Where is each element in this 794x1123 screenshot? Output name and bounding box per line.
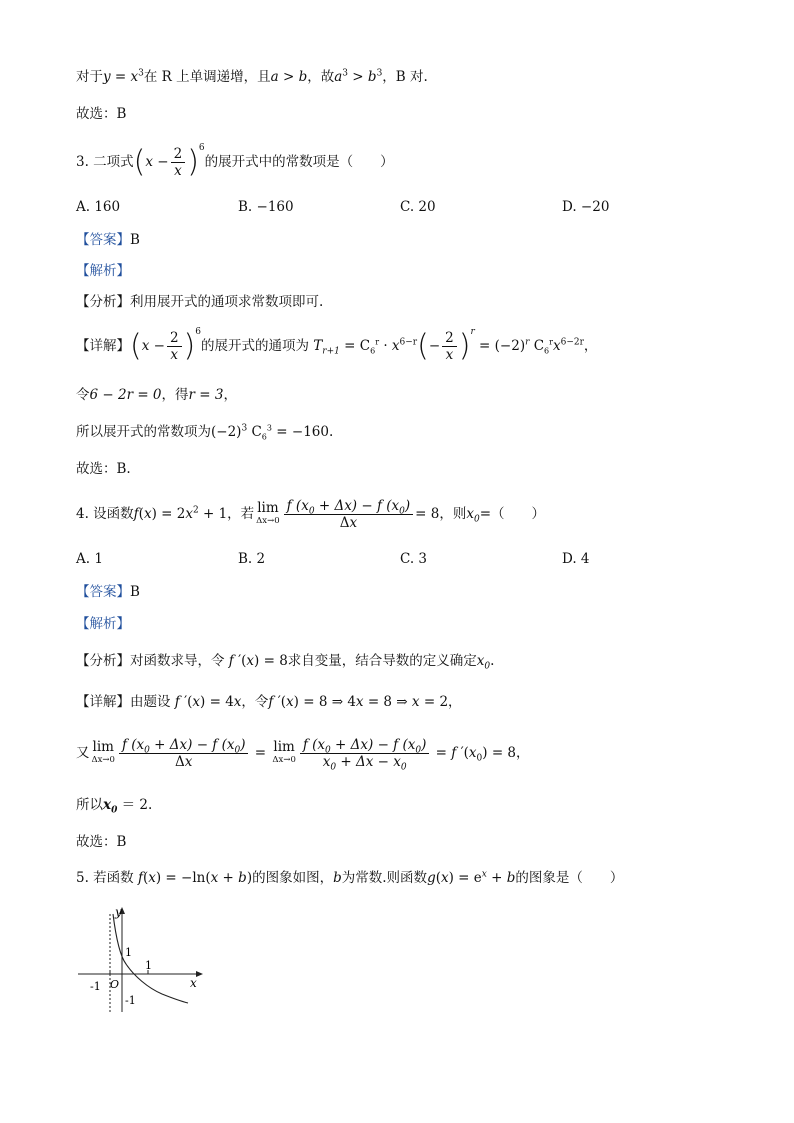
q4-option-c: C. 3 (400, 551, 428, 567)
text: 所以展开式的常数项为 (76, 424, 211, 440)
exponent: 6 (198, 143, 205, 153)
math: = (250, 745, 271, 761)
q4-stem (76, 496, 545, 532)
text: ，B 对. (382, 69, 428, 85)
math: − (428, 338, 441, 354)
text: 对函数求导，令 (130, 653, 225, 669)
numerator: 2 (167, 330, 182, 347)
text: 的展开式的通项为 (200, 338, 309, 354)
q4-fenxi (76, 651, 494, 671)
math: = −160 (276, 424, 329, 440)
text: . (490, 653, 495, 669)
q3-step1 (76, 385, 237, 405)
q3-option-d: D. −20 (562, 199, 610, 215)
text: 所以 (76, 797, 103, 813)
q3-analysis-tag (76, 261, 130, 281)
math: ＝ 2. (121, 797, 153, 813)
limit: lim Δx→0 (91, 738, 115, 765)
math: = f $'(x_0) = 8$ (431, 745, 517, 764)
q4-option-b: B. 2 (238, 551, 266, 567)
x-axis-arrow (196, 971, 203, 977)
text: 3. 二项式 (76, 154, 134, 170)
numerator: f $(x_0 + \Delta x) - f$ $(x_0)$ (284, 498, 414, 515)
answer-value: B (130, 232, 140, 248)
q4-option-d: D. 4 (562, 551, 590, 567)
math: $T_{r+1}$ (313, 338, 340, 357)
text: 的图象是（ ） (515, 870, 624, 886)
text: 又 (76, 745, 90, 761)
q4-analysis-tag (76, 614, 130, 634)
paren: ) (187, 144, 199, 180)
math-sup: 3 (138, 68, 144, 79)
q3-choose: 故选：B. (76, 461, 131, 477)
text: 5. 若函数 (76, 870, 134, 886)
denominator: $x_0 + \Delta x - x_0$ (322, 754, 407, 773)
math-sup: 3 (376, 68, 383, 79)
text: 在 R 上单调递增，且 (143, 69, 271, 85)
denominator: x (174, 163, 182, 179)
paren: ) (458, 328, 471, 364)
math: b (333, 870, 342, 886)
math: a > b (270, 69, 308, 85)
fraction (442, 330, 457, 363)
text: ，故 (307, 69, 335, 85)
math: $x_0$ (476, 653, 491, 672)
math: f ′(x) = 4x (174, 694, 242, 710)
math: f(x) = −ln(x + b) (137, 870, 253, 886)
detail-tag: 【详解】 (76, 694, 130, 710)
answer-tag: 【答案】 (76, 584, 130, 600)
q3-fenxi (76, 292, 323, 312)
math: 6 − 2r = 0 (89, 387, 162, 403)
tick-label-y-neg1: -1 (125, 994, 136, 1007)
math: x − (145, 154, 169, 170)
denominator: Δx (175, 754, 193, 770)
q3-step2 (76, 422, 333, 442)
text: ， (448, 694, 462, 710)
text: 由题设 (130, 694, 171, 710)
text: ，令 (241, 694, 269, 710)
fraction (284, 498, 414, 531)
text: =（ ） (479, 506, 546, 522)
paren: ( (133, 144, 146, 180)
q3-option-b: B. −160 (238, 199, 294, 215)
text: ， (223, 387, 237, 403)
q3-detail (76, 328, 597, 365)
text: ，得 (161, 387, 189, 403)
text: 对于 (76, 69, 103, 85)
y-label: y (115, 905, 122, 919)
math: r = 3 (188, 387, 224, 403)
q4-step1 (76, 733, 530, 773)
q4-step2 (76, 795, 152, 815)
q4-answer (76, 582, 140, 602)
text: ，则 (439, 506, 467, 522)
math: = 8 (415, 506, 440, 522)
limit: lim Δx→0 (272, 738, 296, 765)
x-label: x (190, 976, 197, 990)
fraction (171, 146, 186, 179)
math: f (133, 506, 139, 522)
fraction (119, 737, 249, 770)
text: 令 (76, 387, 90, 403)
math: $x_0$ (466, 506, 480, 525)
text: 求自变量，结合导数的定义确定 (287, 653, 477, 669)
q3-option-a: A. 160 (76, 199, 121, 215)
exponent: r (470, 327, 475, 337)
denominator: Δx (339, 515, 358, 531)
text: ， (583, 338, 598, 354)
numerator: f $(x_0 + \Delta x) - f$ $(x_0)$ (119, 737, 249, 754)
paren: ) (183, 328, 196, 364)
paren: ( (130, 328, 142, 364)
math: > b (348, 69, 377, 85)
analysis-tag: 【解析】 (76, 263, 130, 279)
q4-choose: 故选：B (76, 834, 127, 850)
math: y = x (103, 69, 139, 85)
math: = $(-2)^r$ $C_6^rx^{6-2r}$ (474, 337, 584, 356)
fraction (167, 330, 182, 363)
denominator: x (170, 347, 179, 363)
paren: ( (417, 328, 429, 364)
limit: lim Δx→0 (256, 499, 280, 526)
prev-statement (76, 67, 428, 87)
math: a (334, 69, 343, 85)
text: 4. 设函数 (76, 506, 134, 522)
tick-label-x-neg1: -1 (90, 980, 101, 993)
math-sup: 3 (342, 68, 349, 79)
math: f ′(x) = 8 ⇒ 4x = 8 ⇒ x = 2 (268, 694, 449, 710)
math: x − (141, 338, 165, 354)
denominator: x (445, 347, 454, 363)
q5-graph (72, 902, 212, 1022)
numerator: 2 (171, 146, 186, 163)
text: ， (516, 745, 530, 761)
math: $(x) = 2x^2 + 1$ (138, 505, 228, 522)
answer-value: B (130, 584, 140, 600)
q4-detail (76, 692, 462, 712)
origin-label: O (110, 978, 120, 991)
q3-stem (76, 145, 394, 180)
q3-answer (76, 230, 140, 250)
math: $(-2)^3$ $C_6^3$ (211, 423, 272, 442)
q3-option-c: C. 20 (400, 199, 436, 215)
fenxi-tag: 【分析】 (76, 294, 130, 310)
exponent: 6 (195, 327, 201, 337)
text: 为常数.则函数 (341, 870, 428, 886)
math: $g(x) = e^x + b$ (427, 869, 516, 886)
answer-tag: 【答案】 (76, 232, 130, 248)
fraction (300, 737, 430, 773)
text: ，若 (227, 506, 255, 522)
text: 的展开式中的常数项是（ ） (204, 154, 394, 170)
fenxi-text: 利用展开式的通项求常数项即可. (130, 294, 324, 310)
text: . (328, 424, 334, 440)
text: 的图象如图， (252, 870, 334, 886)
numerator: 2 (442, 330, 457, 347)
math: f ′(x) = 8 (228, 653, 288, 669)
tick-label-y-1: 1 (125, 946, 132, 959)
math: = $C_6^r \cdot x^{6-r}$ (339, 337, 418, 356)
tick-label-x-1: 1 (145, 959, 152, 972)
analysis-tag: 【解析】 (76, 616, 130, 632)
q4-option-a: A. 1 (76, 551, 103, 567)
prev-choose: 故选：B (76, 106, 127, 122)
detail-tag: 【详解】 (76, 338, 130, 354)
numerator: f $(x_0 + \Delta x) - f$ $(x_0)$ (300, 737, 430, 754)
fenxi-tag: 【分析】 (76, 653, 130, 669)
math: $x_0$ (103, 797, 118, 816)
q5-stem (76, 868, 623, 888)
